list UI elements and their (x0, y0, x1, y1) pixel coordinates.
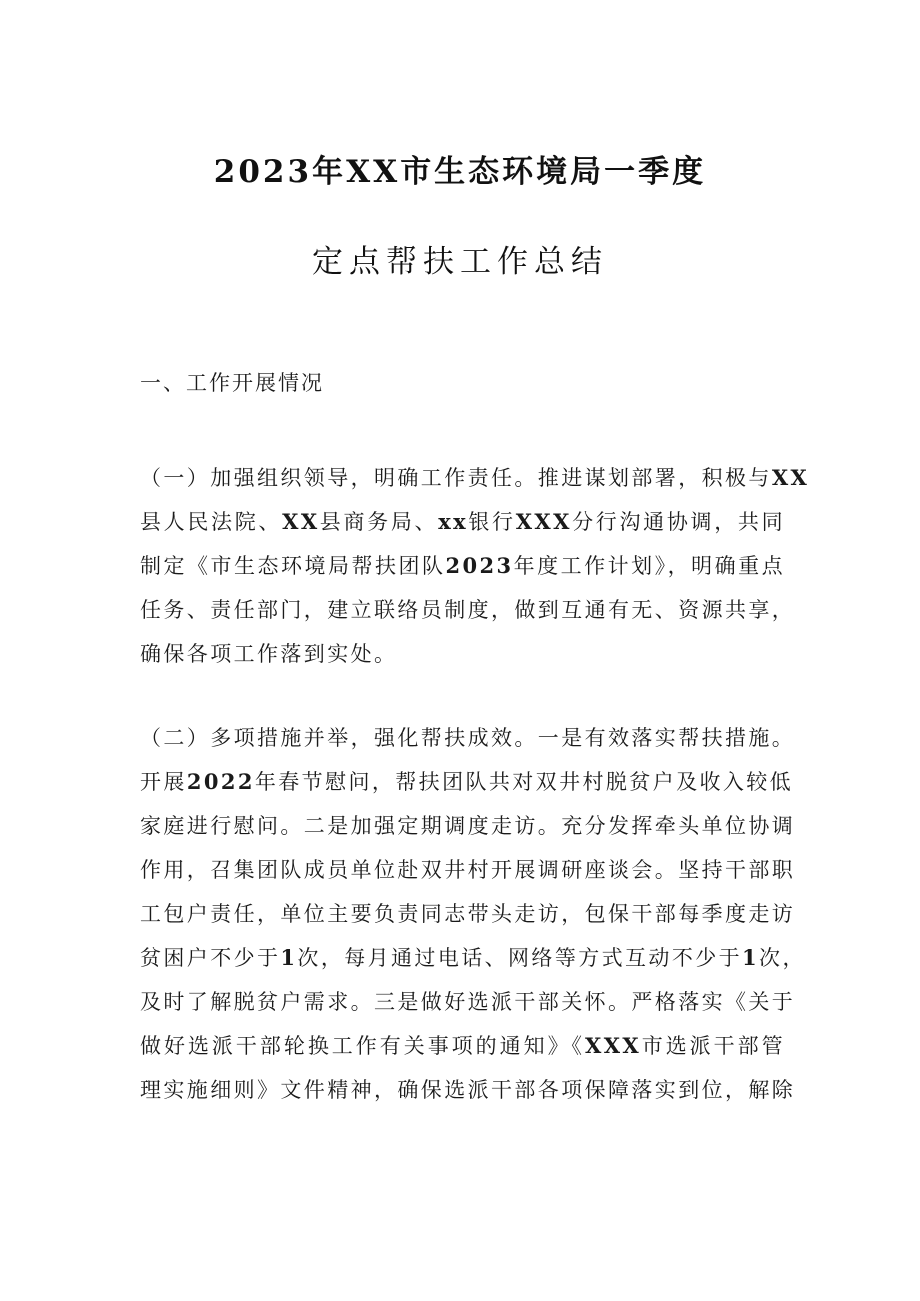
paragraph-1-line: 制定《市生态环境局帮扶团队2023年度工作计划》，明确重点 (140, 553, 785, 578)
paragraph-2-line: 贫困户不少于1次，每月通过电话、网络等方式互动不少于1次， (140, 945, 806, 970)
document-title-line1: 2023年XX市生态环境局一季度 (213, 154, 707, 190)
section-heading: 一、工作开展情况 (140, 371, 324, 395)
document-title-line2: 定点帮扶工作总结 (312, 244, 608, 280)
paragraph-1-line: 任务、责任部门，建立联络员制度，做到互通有无、资源共享， (140, 598, 796, 622)
paragraph-2-line: 做好选派干部轮换工作有关事项的通知》《XXX市选派干部管 (140, 1033, 785, 1058)
paragraph-2-line: 及时了解脱贫户需求。三是做好选派干部关怀。严格落实《关于 (140, 990, 796, 1014)
paragraph-1 (140, 456, 810, 676)
paragraph-1-line: 县人民法院、XX县商务局、xx银行XXX分行沟通协调，共同 (140, 509, 785, 534)
paragraph-2-line: （二）多项措施并举，强化帮扶成效。一是有效落实帮扶措施。 (140, 726, 796, 750)
paragraph-2-line: 工包户责任，单位主要负责同志带头走访，包保干部每季度走访 (140, 902, 796, 926)
paragraph-2 (140, 716, 806, 1112)
paragraph-1-line: 确保各项工作落到实处。 (140, 642, 398, 666)
paragraph-2-line: 作用，召集团队成员单位赴双井村开展调研座谈会。坚持干部职 (140, 858, 796, 882)
paragraph-2-line: 理实施细则》文件精神，确保选派干部各项保障落实到位，解除 (140, 1078, 796, 1102)
paragraph-2-line: 家庭进行慰问。二是加强定期调度走访。充分发挥牵头单位协调 (140, 814, 796, 838)
paragraph-2-line: 开展2022年春节慰问，帮扶团队共对双井村脱贫户及收入较低 (140, 769, 794, 794)
paragraph-1-line: （一）加强组织领导，明确工作责任。推进谋划部署，积极与XX (140, 465, 810, 490)
